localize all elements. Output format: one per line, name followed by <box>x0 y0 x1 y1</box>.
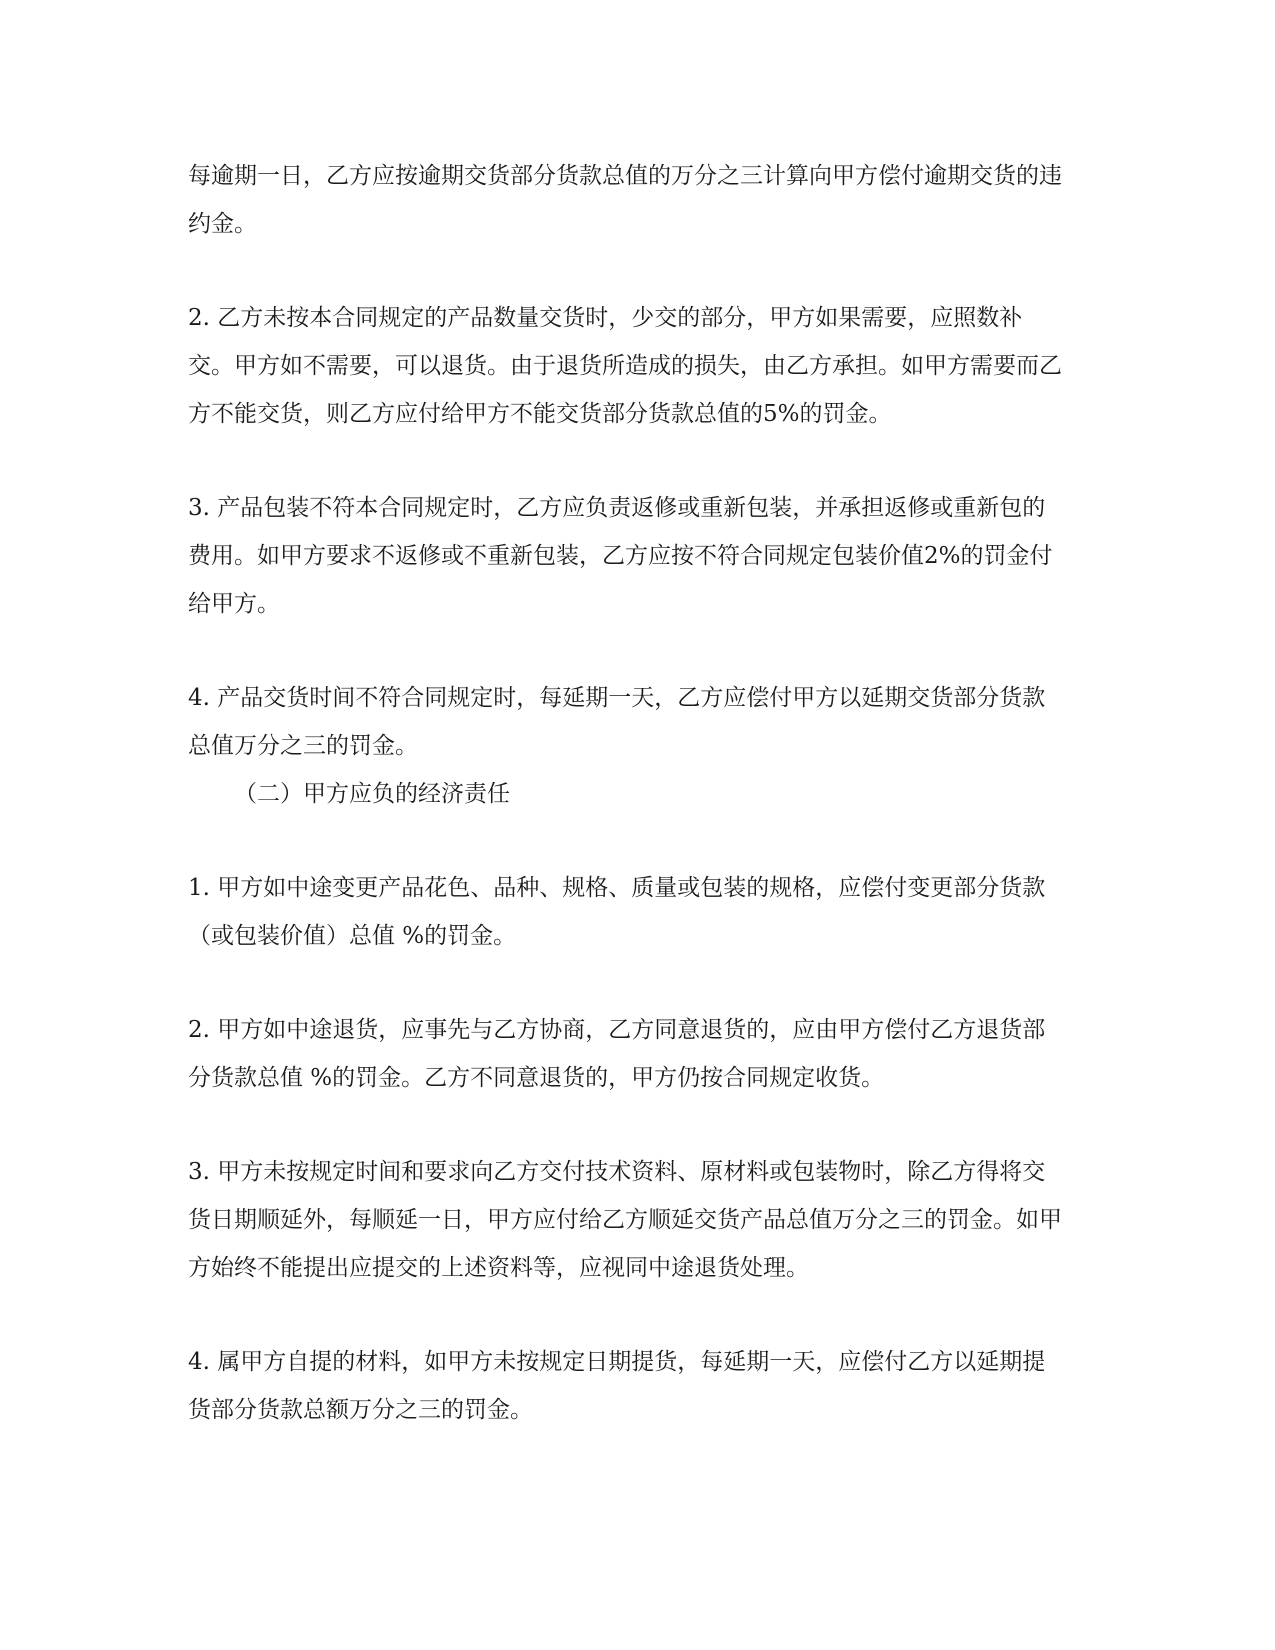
paragraph-late-delivery-penalty: 每逾期一日，乙方应按逾期交货部分货款总值的万分之三计算向甲方偿付逾期交货的违约金。 <box>188 163 1062 237</box>
paragraph-materials-delay: 3. 甲方未按规定时间和要求向乙方交付技术资料、原材料或包装物时，除乙方得将交货日期顺延外，每顺延一日，甲方应付给乙方顺延交货产品总值万分之三的罚金。如甲方始终不能提出应提交的上述资料等，应视同中途退货处理。 <box>188 1159 1062 1281</box>
paragraph-delivery-time: 4. 产品交货时间不符合同规定时，每延期一天，乙方应偿付甲方以延期交货部分货款总值万分之三的罚金。 <box>188 685 1046 759</box>
section-heading-party-a-liability: （二）甲方应负的经济责任 <box>234 781 510 807</box>
paragraph-self-pickup: 4. 属甲方自提的材料，如甲方未按规定日期提货，每延期一天，应偿付乙方以延期提货部分货款总额万分之三的罚金。 <box>188 1349 1046 1423</box>
paragraph-midway-return: 2. 甲方如中途退货，应事先与乙方协商，乙方同意退货的，应由甲方偿付乙方退货部分货款总值 %的罚金。乙方不同意退货的，甲方仍按合同规定收货。 <box>188 1017 1046 1091</box>
paragraph-packaging-nonconformity: 3. 产品包装不符本合同规定时，乙方应负责返修或重新包装，并承担返修或重新包的费用。如甲方要求不返修或不重新包装，乙方应按不符合同规定包装价值2%的罚金付给甲方。 <box>188 495 1053 617</box>
paragraph-spec-change: 1. 甲方如中途变更产品花色、品种、规格、质量或包装的规格，应偿付变更部分货款（或包装价值）总值 %的罚金。 <box>188 875 1046 949</box>
document-body <box>188 152 1068 1434</box>
paragraph-quantity-shortfall: 2. 乙方未按本合同规定的产品数量交货时，少交的部分，甲方如果需要，应照数补交。甲方如不需要，可以退货。由于退货所造成的损失，由乙方承担。如甲方需要而乙方不能交货，则乙方应付给甲方不能交货部分货款总值的5%的罚金。 <box>188 305 1062 427</box>
